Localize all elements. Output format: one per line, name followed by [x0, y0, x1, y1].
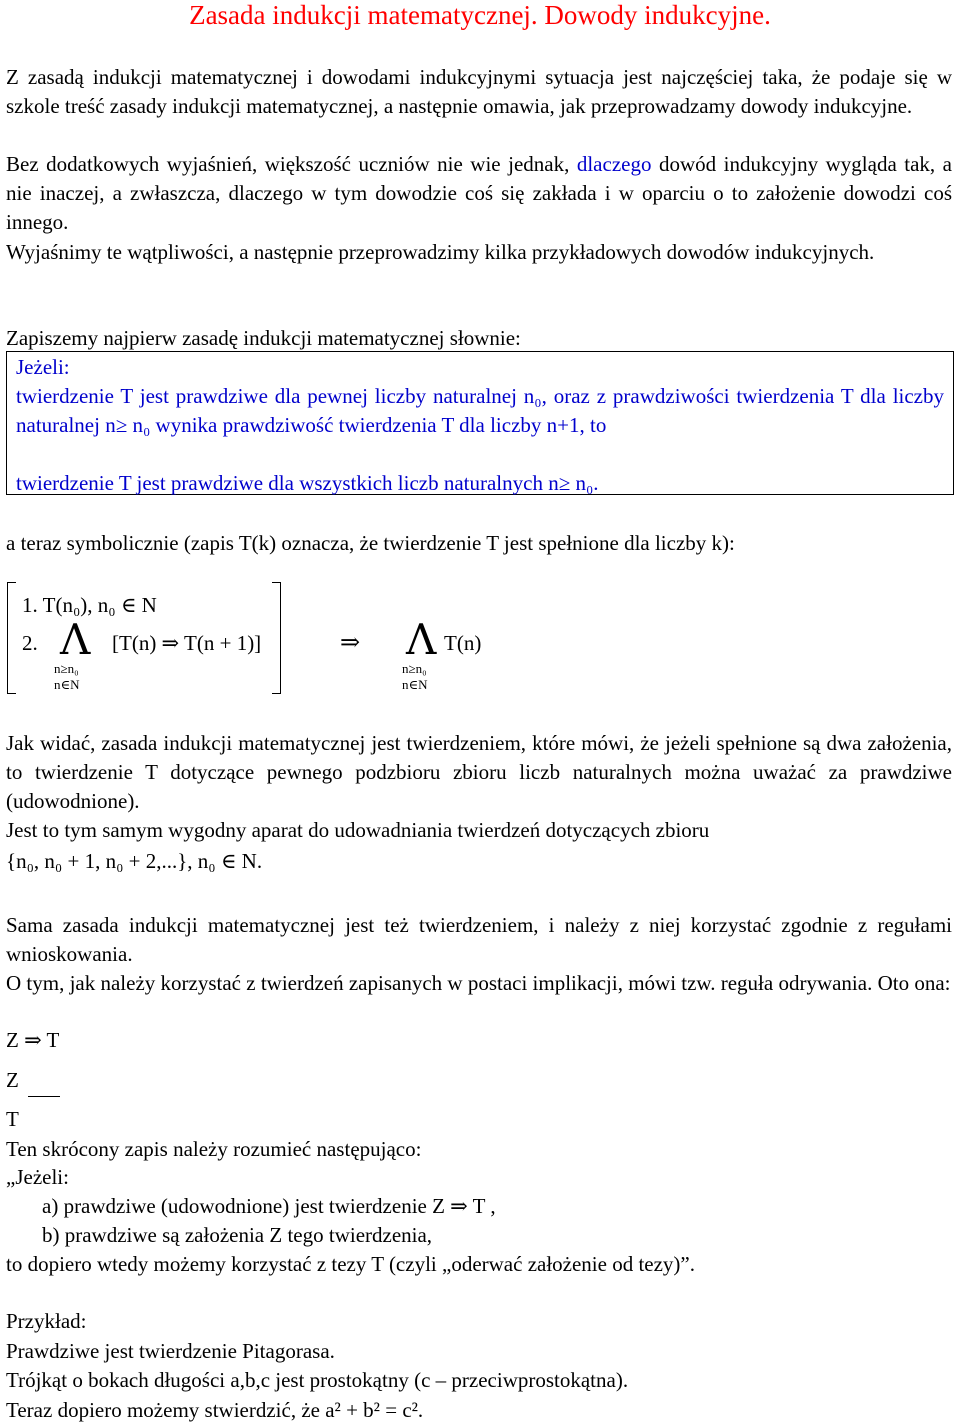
- formula-condition-1: 1. T(n₀), n₀ ∈ N: [22, 593, 157, 617]
- right-bracket: [272, 582, 281, 694]
- rule-paragraph-2: O tym, jak należy korzystać z twierdzeń zapisanych w postaci implikacji, mówi tzw. reguła odrywania. Oto ona:: [6, 971, 951, 995]
- intro-p2-text-b: dowód indukcyjny wygląda tak, a nie inaczej, a zwłaszcza, dlaczego w tym dowodzie coś się zakłada i w oparciu o to założenie dowodzi coś innego.: [6, 152, 952, 235]
- rule-item-b: b) prawdziwe są założenia Z tego twierdzenia,: [42, 1223, 433, 1247]
- rule-fraction-line: [28, 1096, 60, 1097]
- implies-arrow: ⇒: [340, 630, 361, 656]
- box-premise: twierdzenie T jest prawdziwe dla pewnej liczby naturalnej n₀, oraz z prawdziwości twierdzenia T dla liczby naturalnej n≥ n₀ wynika prawdziwość twierdzenia T dla liczby n+1, to: [16, 384, 944, 437]
- quantifier-symbol: Λ: [60, 615, 91, 664]
- rule-item-a: a) prawdziwe (udowodnione) jest twierdzenie Z ⇒ T ,: [42, 1194, 496, 1218]
- rule-explanation: Ten skrócony zapis należy rozumieć następująco:: [6, 1137, 422, 1161]
- rule-if: „Jeżeli:: [6, 1165, 69, 1189]
- after-paragraph-2: Jest to tym samym wygodny aparat do udowadniania twierdzeń dotyczących zbioru: [6, 818, 710, 842]
- example-line-2: Trójkąt o bokach długości a,b,c jest prostokątny (c – przeciwprostokątna).: [6, 1368, 629, 1392]
- example-line-1: Prawdziwe jest twierdzenie Pitagorasa.: [6, 1339, 335, 1363]
- box-conclusion: twierdzenie T jest prawdziwe dla wszystkich liczb naturalnych n≥ n₀.: [16, 471, 599, 495]
- page-title: Zasada indukcji matematycznej. Dowody indukcyjne.: [189, 0, 771, 30]
- quantifier-set-1: n∈N: [54, 677, 80, 692]
- induction-principle-box: [6, 351, 954, 495]
- intro-paragraph-1: Z zasadą indukcji matematycznej i dowodami indukcyjnymi sytuacja jest najczęściej taka, że podaje się w szkole treść zasady indukcji matematycznej, a następnie omawia, jak przeprowadzamy dowody indukcyjne.: [6, 65, 952, 119]
- verbal-intro: Zapiszemy najpierw zasadę indukcji matematycznej słownie:: [6, 326, 521, 350]
- symbolic-intro: a teraz symbolicznie (zapis T(k) oznacza, że twierdzenie T jest spełnione dla liczby k):: [6, 531, 735, 555]
- quantifier-set-2: n∈N: [402, 677, 428, 692]
- after-paragraph-1: Jak widać, zasada indukcji matematycznej jest twierdzeniem, które mówi, że jeżeli spełnione są dwa założenia, to twierdzenie T dotyczące pewnego podzbioru zbioru liczb naturalnych można uważać za prawdziwe (udowodnione).: [6, 731, 952, 814]
- example-line-3: Teraz dopiero możemy stwierdzić, że a² + b² = c².: [6, 1398, 424, 1422]
- rule-then: to dopiero wtedy możemy korzystać z tezy T (czyli „oderwać założenie od tezy)”.: [6, 1252, 696, 1276]
- quantifier-symbol-2: Λ: [406, 615, 437, 664]
- quantifier-range-2: n≥n₀: [402, 661, 427, 676]
- rule-formula-implication: Z ⇒ T: [6, 1028, 60, 1052]
- rule-formula-premise: Z: [6, 1068, 19, 1092]
- dlaczego-highlight: dlaczego: [576, 152, 652, 176]
- box-if-label: Jeżeli:: [16, 355, 70, 379]
- set-notation: {n₀, n₀ + 1, n₀ + 2,...}, n₀ ∈ N.: [6, 849, 263, 873]
- intro-paragraph-3: Wyjaśnimy te wątpliwości, a następnie przeprowadzimy kilka przykładowych dowodów indukcyjnych.: [6, 240, 875, 264]
- rule-paragraph-1: Sama zasada indukcji matematycznej jest też twierdzeniem, i należy z niej korzystać zgodnie z regułami wnioskowania.: [6, 913, 952, 967]
- formula-condition-2-number: 2.: [22, 631, 38, 655]
- left-bracket: [7, 582, 16, 694]
- example-label: Przykład:: [6, 1309, 87, 1333]
- quantifier-range-1: n≥n₀: [54, 661, 79, 676]
- intro-paragraph-2: [6, 150, 952, 238]
- intro-p2-text-a: Bez dodatkowych wyjaśnień, większość uczniów nie wie jednak,: [6, 152, 577, 176]
- rule-formula-conclusion: T: [6, 1107, 19, 1131]
- formula-result: T(n): [444, 631, 482, 655]
- formula-condition-2-body: [T(n) ⇒ T(n + 1)]: [112, 631, 262, 655]
